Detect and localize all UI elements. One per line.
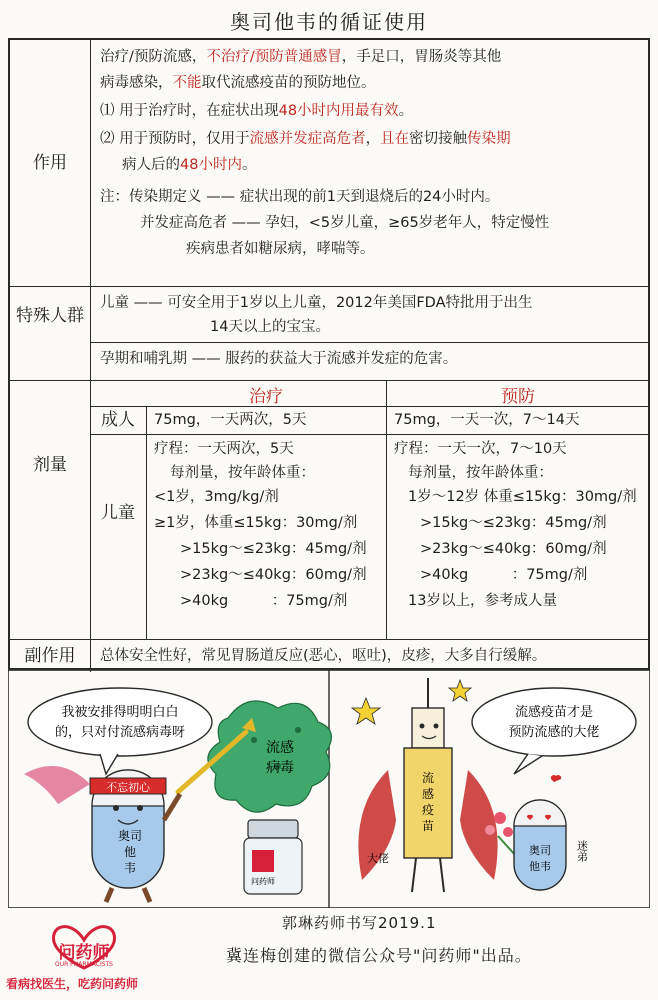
dose-header-treat: 治疗 [249,387,283,407]
bubble-right-line-2: 预防流感的大佬 [508,725,600,740]
pill-left-label-1: 奥司 [117,829,143,843]
brand-slogan: 看病找医生，吃药问药师 [6,977,139,991]
effect-line-5 [122,154,256,177]
effect-note-2: 并发症高危者 —— 孕妇，<5岁儿童，≥65岁老年人，特定慢性 [140,215,550,231]
divider [386,380,387,639]
divider [10,286,650,287]
text-span: 病毒感染， [100,75,173,91]
star-icon [449,680,471,701]
special-children-1: 儿童 —— 可安全用于1岁以上儿童，2012年美国FDA特批用于出生 [100,295,533,311]
pill-character-left [24,766,180,902]
divider [10,380,650,381]
pill-right-label-1: 奥司 [529,844,551,857]
child-treat-line: 疗程：一天两次，5天 [154,441,294,457]
divider [146,406,147,639]
bubble-left-line-1: 我被安排得明明白白 [61,705,179,720]
dose-header-prevent: 预防 [501,387,535,407]
special-children-2: 14天以上的宝宝。 [210,319,330,335]
child-prevent-line: 每剂量，按年龄体重： [408,465,553,481]
child-prevent-line: >40kg ：75mg/剂 [420,567,588,583]
section-label-special: 特殊人群 [16,306,84,326]
virus-label-1: 流感 [266,740,294,756]
child-treat-line: ≥1岁，体重≤15kg：30mg/剂 [154,515,358,531]
divider [90,342,650,343]
child-treat-line: 每剂量，按年龄体重： [170,465,315,481]
effect-note-3: 疾病患者如糖尿病，哮喘等。 [186,241,375,257]
pill-left-label-3: 韦 [123,861,137,875]
dose-adult-prevent: 75mg，一天一次，7～14天 [394,412,580,428]
text-span: 48小时内用最有效 [278,103,399,119]
text-span: ，手足口，胃肠炎等其他 [341,49,502,65]
cartoon-illustration [8,670,650,908]
dose-adult-label: 成人 [101,410,135,430]
text-span: 不能 [172,75,202,91]
divider [90,40,91,672]
bubble-left-line-2: 的，只对付流感病毒呀 [54,725,186,740]
effect-line-4 [100,128,511,151]
child-prevent-line: 13岁以上，参考成人量 [408,593,557,609]
text-span: 治疗/预防流感， [100,49,207,65]
child-prevent-line: 1岁～12岁 体重≤15kg：30mg/剂 [408,489,637,505]
effect-note-1: 注：传染期定义 —— 症状出现的前1天到退烧后的24小时内。 [100,189,500,205]
section-label-effect: 作用 [33,153,67,173]
speech-bubble-tail [514,754,542,774]
pill-right-label-2: 他韦 [529,860,551,873]
text-span: 取代流感疫苗的预防地位。 [201,75,376,91]
side-effect-text: 总体安全性好，常见胃肠道反应(恶心，呕吐)，皮疹，大多自行缓解。 [100,648,547,664]
pill-left-label-2: 他 [123,845,137,859]
child-prevent-line: 疗程：一天一次，7～10天 [394,441,567,457]
dose-child-label: 儿童 [101,503,135,523]
virus-label-2: 病毒 [266,760,294,776]
divider [10,639,650,640]
vaccine-label-4: 苗 [421,819,435,833]
child-treat-line: >40kg ：75mg/剂 [180,593,348,609]
text-span: 不治疗/预防普通感冒 [206,49,342,65]
text-span: 48小时内 [180,157,242,173]
section-label-dose: 剂量 [33,455,67,475]
logo-name: 问药师 [58,943,110,963]
text-span: 。 [398,103,414,119]
child-treat-line: >23kg～≤40kg：60mg/剂 [180,567,367,583]
speech-bubble-left [28,688,212,756]
speech-bubble-right [472,688,636,756]
text-span: 且在 [380,131,410,147]
child-prevent-line: >15kg～≤23kg：45mg/剂 [420,515,607,531]
text-span: 。 [241,157,257,173]
virus-icon [208,701,332,812]
origin-credit: 冀连梅创建的微信公众号"问药师"出品。 [226,946,532,965]
star-icon [352,698,380,724]
info-table [8,38,650,670]
dose-adult-treat: 75mg，一天两次，5天 [154,412,307,428]
headband-label: 不忘初心 [106,781,150,794]
vaccine-label-1: 流 [421,771,435,785]
bubble-right-line-1: 流感疫苗才是 [514,705,594,720]
child-prevent-line: >23kg～≤40kg：60mg/剂 [420,541,607,557]
brand-logo [42,906,126,976]
effect-line-3 [100,100,413,123]
child-treat-line: <1岁，3mg/kg/剂 [154,489,279,505]
text-span: 流感并发症高危者 [249,131,366,147]
bottle-label: 问药师 [251,877,275,886]
text-span: 传染期 [467,131,511,147]
vaccine-label-2: 感 [421,787,435,801]
special-pregnancy: 孕期和哺乳期 —— 服药的获益大于流感并发症的危害。 [100,351,458,367]
vaccine-label-3: 疫 [421,803,435,817]
divider [90,434,650,435]
text-span: ⑵ 用于预防时，仅用于 [100,131,250,147]
text-span: ⑴ 用于治疗时，在症状出现 [100,103,279,119]
page-title: 奥司他韦的循证使用 [230,10,428,34]
text-span: 密切接触 [409,131,468,147]
effect-line-2 [100,72,376,95]
fan-label: 迷弟 [575,840,589,862]
logo-english: OUR PHARMACISTS [54,961,113,968]
text-span: ， [365,131,381,147]
author-credit: 郭琳药师书写2019.1 [282,914,437,932]
child-treat-line: >15kg～≤23kg：45mg/剂 [180,541,367,557]
speech-bubble-tail [100,754,118,774]
boss-label: 大佬 [367,852,389,865]
effect-line-1 [100,46,501,69]
section-label-side-effect: 副作用 [24,646,76,666]
text-span: 病人后的 [122,157,180,173]
